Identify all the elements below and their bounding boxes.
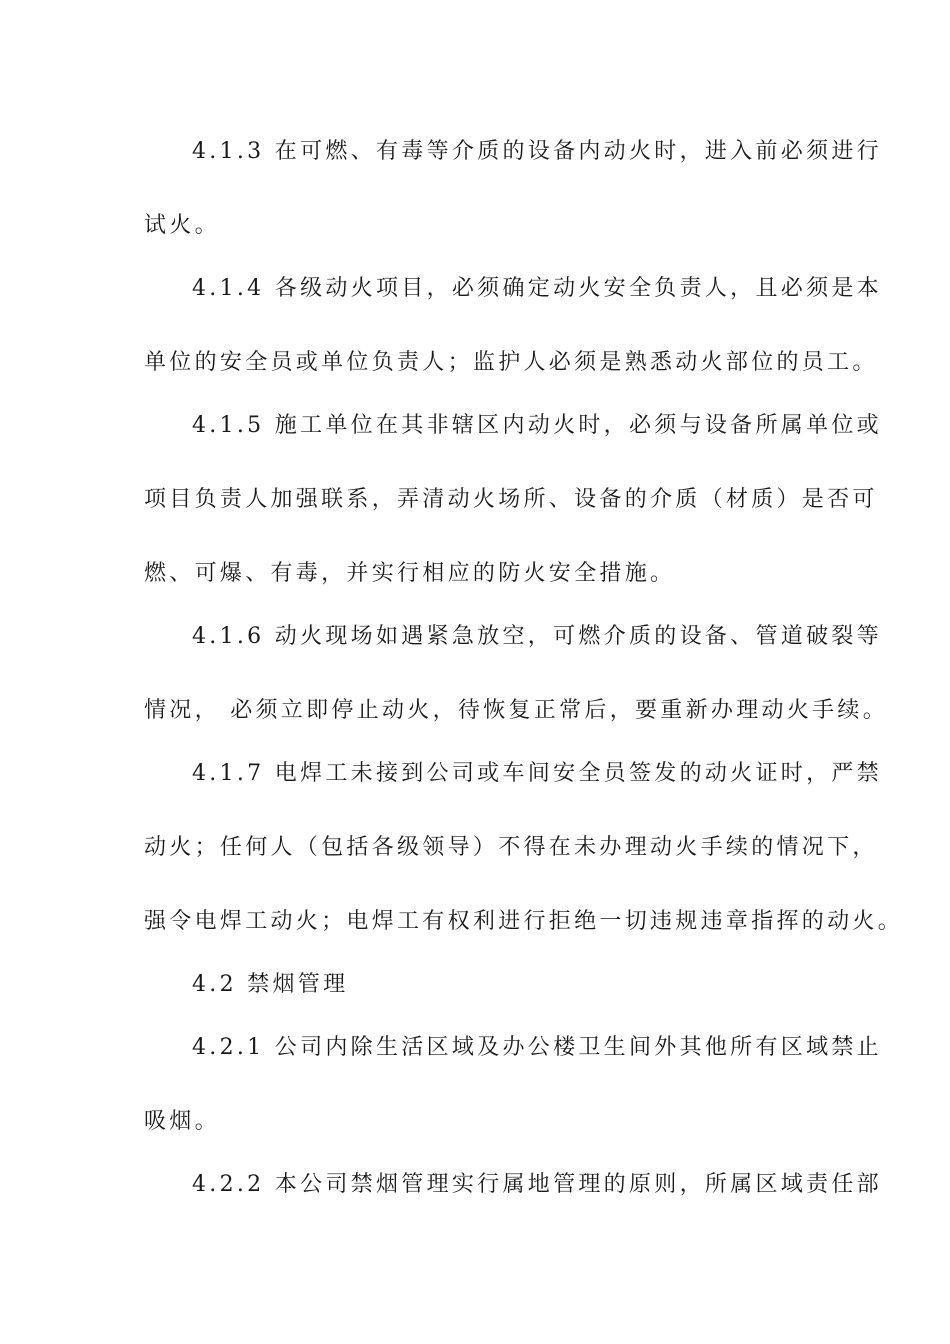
paragraph-line: 试火。 [144, 213, 220, 238]
paragraph-line: 燃、可爆、有毒，并实行相应的防火安全措施。 [144, 561, 676, 586]
paragraph-line: 动火；任何人（包括各级领导）不得在未办理动火手续的情况下， [144, 835, 878, 860]
paragraph-line: 强令电焊工动火；电焊工有权利进行拒绝一切违规违章指挥的动火。 [144, 909, 904, 934]
paragraph-line: 项目负责人加强联系，弄清动火场所、设备的介质（材质）是否可 [144, 487, 878, 512]
paragraph-line: 4.1.7 电焊工未接到公司或车间安全员签发的动火证时，严禁 [192, 761, 882, 786]
paragraph-line: 4.2.1 公司内除生活区域及办公楼卫生间外其他所有区域禁止 [192, 1035, 882, 1060]
paragraph-line: 4.1.6 动火现场如遇紧急放空，可燃介质的设备、管道破裂等 [192, 624, 882, 649]
paragraph-line: 4.1.5 施工单位在其非辖区内动火时，必须与设备所属单位或 [192, 413, 882, 438]
paragraph-line: 4.1.4 各级动火项目，必须确定动火安全负责人，且必须是本 [192, 276, 882, 301]
paragraph-line: 单位的安全员或单位负责人；监护人必须是熟悉动火部位的员工。 [144, 350, 878, 375]
paragraph-line: 吸烟。 [144, 1109, 220, 1134]
paragraph-line: 4.1.3 在可燃、有毒等介质的设备内动火时，进入前必须进行 [192, 139, 882, 164]
paragraph-line: 4.2.2 本公司禁烟管理实行属地管理的原则，所属区域责任部 [192, 1172, 882, 1197]
paragraph-line: 情况， 必须立即停止动火，待恢复正常后，要重新办理动火手续。 [144, 698, 888, 723]
section-heading: 4.2 禁烟管理 [192, 972, 349, 997]
